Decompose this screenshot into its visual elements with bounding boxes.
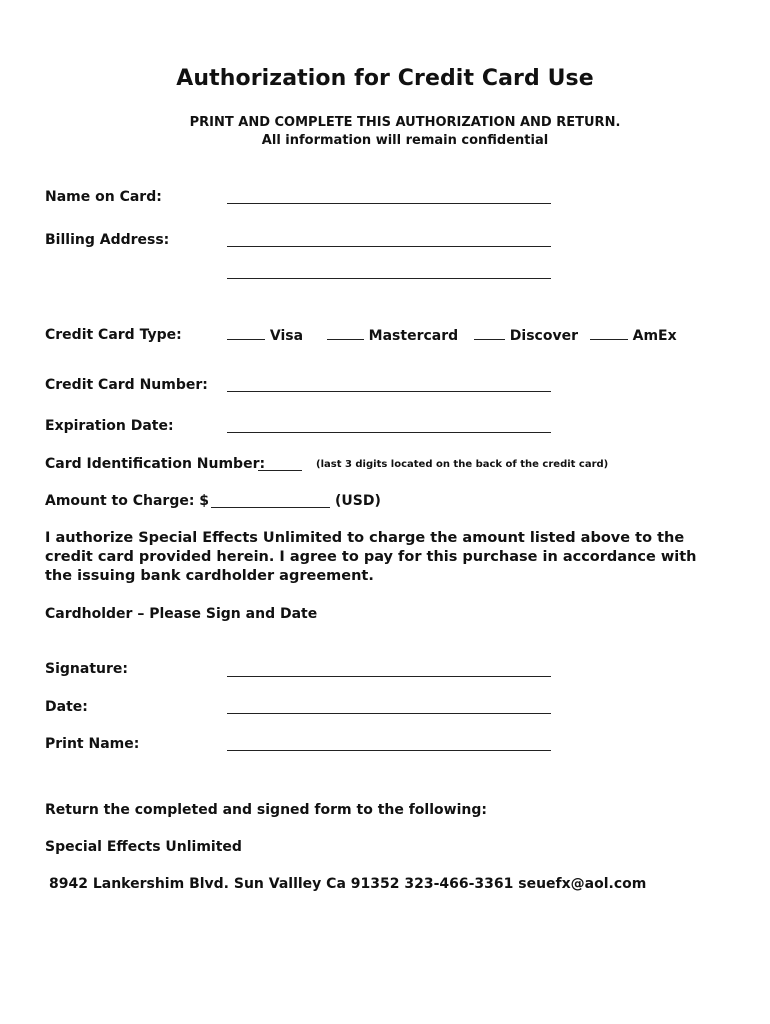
cardholder-heading: Cardholder – Please Sign and Date [45, 606, 318, 622]
billing-address-field-2[interactable] [227, 278, 551, 279]
amount-label: Amount to Charge: $ [45, 493, 210, 509]
card-number-label: Credit Card Number: [45, 377, 208, 393]
date-label: Date: [45, 699, 88, 715]
amex-checkbox-line[interactable] [590, 327, 628, 340]
billing-address-field-1[interactable] [227, 246, 551, 247]
instructions-line-2: All information will remain confidential [261, 133, 549, 148]
print-name-label: Print Name: [45, 736, 140, 752]
card-id-note: (last 3 digits located on the back of the credit card) [316, 459, 609, 470]
billing-address-label: Billing Address: [45, 232, 170, 248]
authorization-statement: I authorize Special Effects Unlimited to charge the amount listed above to the credit card provided herein. I agree to pay for this purchase in accordance with the issuing bank cardholder agreement. [45, 530, 697, 584]
visa-checkbox-line[interactable] [227, 327, 265, 340]
signature-field[interactable] [227, 676, 551, 677]
company-contact: 8942 Lankershim Blvd. Sun Vallley Ca 91352 323-466-3361 seuefx@aol.com [49, 876, 647, 892]
name-on-card-label: Name on Card: [45, 189, 162, 205]
mastercard-checkbox-line[interactable] [327, 327, 364, 340]
expiration-date-field[interactable] [227, 432, 551, 433]
signature-label: Signature: [45, 661, 128, 677]
visa-label: Visa [269, 328, 304, 344]
amount-unit: (USD) [335, 493, 381, 509]
expiration-date-label: Expiration Date: [45, 418, 174, 434]
discover-label: Discover [509, 328, 578, 344]
card-type-label: Credit Card Type: [45, 327, 182, 343]
instructions-line-1: PRINT AND COMPLETE THIS AUTHORIZATION AND RETURN. [189, 115, 621, 130]
amount-field[interactable] [211, 507, 330, 508]
name-on-card-field[interactable] [227, 203, 551, 204]
amex-label: AmEx [632, 328, 677, 344]
print-name-field[interactable] [227, 750, 551, 751]
page-title: Authorization for Credit Card Use [176, 66, 594, 91]
card-id-number-label: Card Identification Number: [45, 456, 266, 472]
card-type-options [227, 327, 677, 344]
card-id-number-field[interactable] [258, 470, 302, 471]
discover-checkbox-line[interactable] [474, 327, 505, 340]
card-number-field[interactable] [227, 391, 551, 392]
date-field[interactable] [227, 713, 551, 714]
company-name: Special Effects Unlimited [45, 839, 242, 855]
return-instructions: Return the completed and signed form to the following: [45, 802, 487, 818]
mastercard-label: Mastercard [368, 328, 459, 344]
